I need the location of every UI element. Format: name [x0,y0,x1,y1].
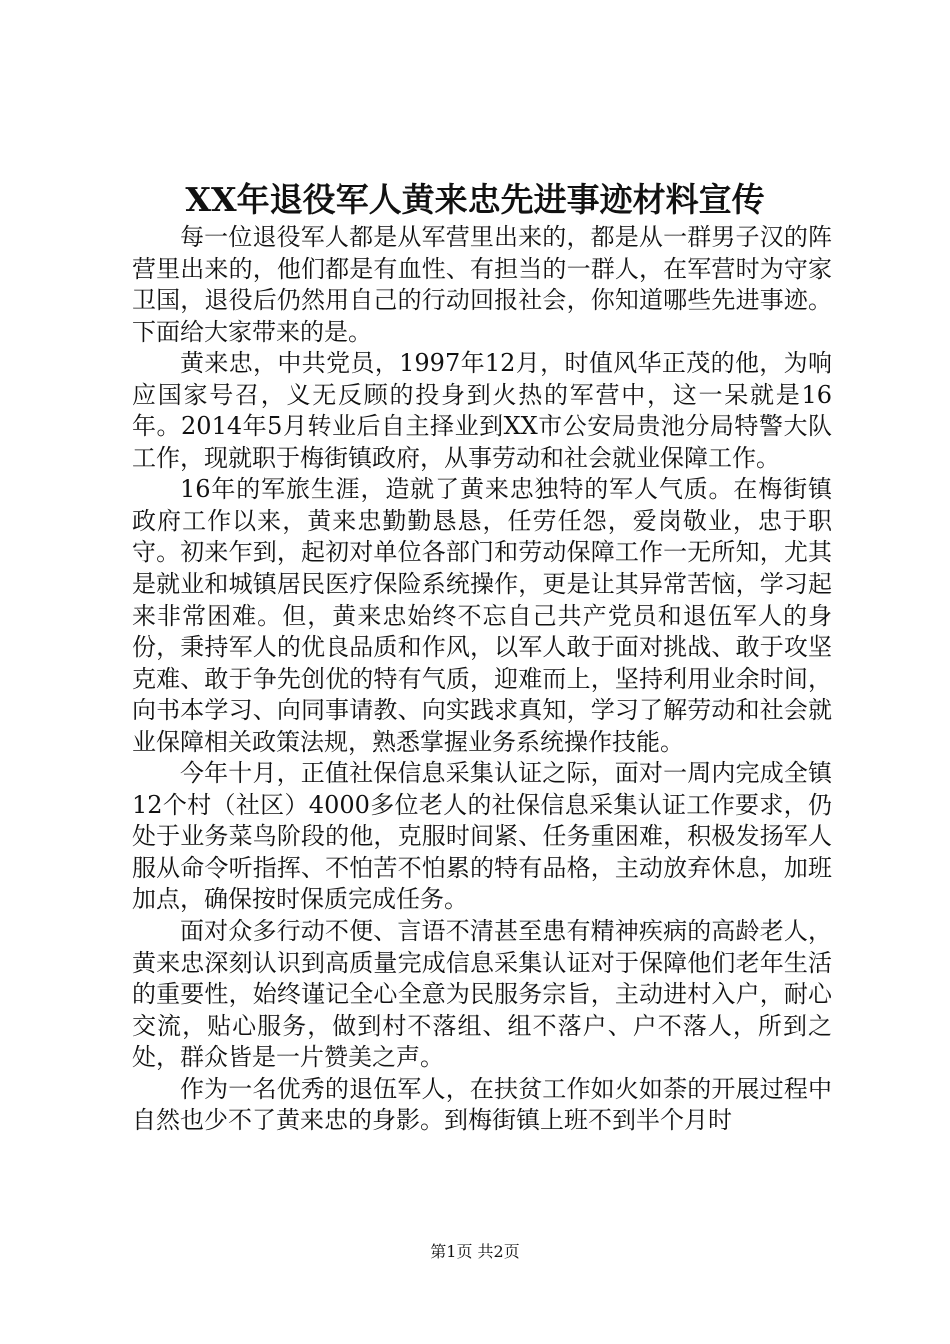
page-number-footer: 第1页 共2页 [430,1242,520,1261]
paragraph: 今年十月，正值社保信息采集认证之际，面对一周内完成全镇12个村（社区）4000多位老人的社保信息采集认证工作要求，仍处于业务菜鸟阶段的他，克服时间紧、任务重困难，积极发扬军人服从命令听指挥、不怕苦不怕累的特有品格，主动放弃休息，加班加点，确保按时保质完成任务。 [132,759,832,914]
document-title: XX年退役军人黄来忠先进事迹材料宣传 [185,180,765,219]
paragraph: 作为一名优秀的退伍军人，在扶贫工作如火如荼的开展过程中自然也少不了黄来忠的身影。到梅街镇上班不到半个月时 [132,1074,832,1135]
paragraph: 16年的军旅生涯，造就了黄来忠独特的军人气质。在梅街镇政府工作以来，黄来忠勤勤恳恳，任劳任怨，爱岗敬业，忠于职守。初来乍到，起初对单位各部门和劳动保障工作一无所知，尤其是就业和城镇居民医疗保险系统操作，更是让其异常苦恼，学习起来非常困难。但，黄来忠始终不忘自己共产党员和退伍军人的身份，秉持军人的优良品质和作风，以军人敢于面对挑战、敢于攻坚克难、敢于争先创优的特有气质，迎难而上，坚持利用业余时间，向书本学习、向同事请教、向实践求真知，学习了解劳动和社会就业保障相关政策法规，熟悉掌握业务系统操作技能。 [132,475,832,756]
paragraph: 每一位退役军人都是从军营里出来的，都是从一群男子汉的阵营里出来的，他们都是有血性、有担当的一群人，在军营时为守家卫国，退役后仍然用自己的行动回报社会，你知道哪些先进事迹。下面给大家带来的是。 [132,223,832,346]
paragraph: 黄来忠，中共党员，1997年12月，时值风华正茂的他，为响应国家号召，义无反顾的投身到火热的军营中，这一呆就是16年。2014年5月转业后自主择业到XX市公安局贵池分局特警大队工作，现就职于梅街镇政府，从事劳动和社会就业保障工作。 [132,349,832,472]
document-body [132,222,832,1137]
paragraph: 面对众多行动不便、言语不清甚至患有精神疾病的高龄老人，黄来忠深刻认识到高质量完成信息采集认证对于保障他们老年生活的重要性，始终谨记全心全意为民服务宗旨，主动进村入户，耐心交流，贴心服务，做到村不落组、组不落户、户不落人，所到之处，群众皆是一片赞美之声。 [132,917,832,1072]
